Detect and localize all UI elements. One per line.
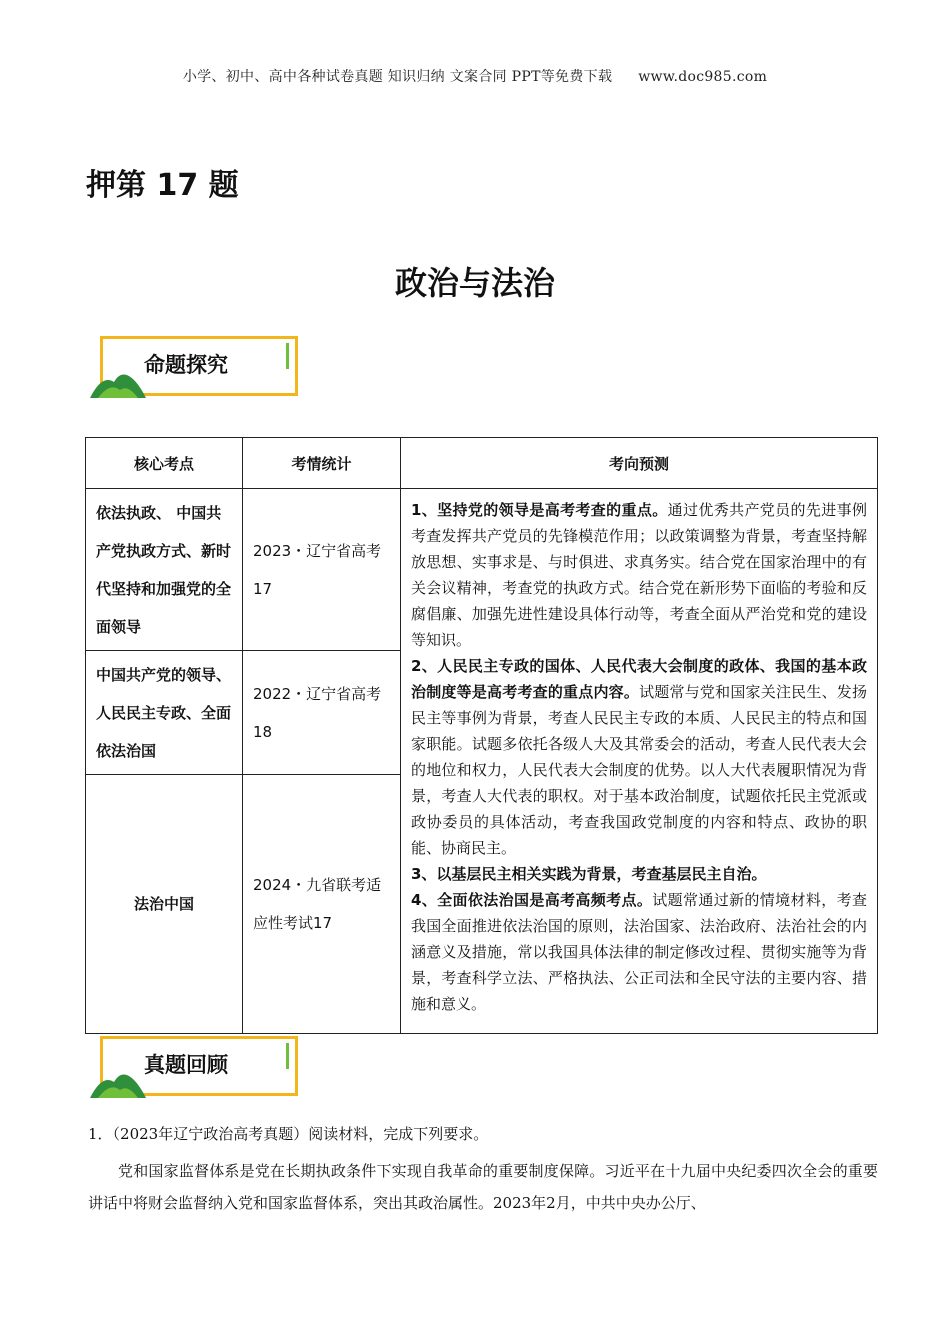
prediction-item: 4、全面依法治国是高考高频考点。试题常通过新的情境材料，考查我国全面推进依法治国的原则，法治国家、法治政府、法治社会的内涵意义及措施，常以我国具体法律的制定修改过程、贯彻实施等为背景，考查科学立法、严格执法、公正司法和全民守法的主要内容、措施和意义。 [411, 891, 867, 1013]
question-stem: 1．（2023年辽宁政治高考真题）阅读材料，完成下列要求。 [88, 1125, 489, 1143]
question-material: 党和国家监督体系是党在长期执政条件下实现自我革命的重要制度保障。习近平在十九届中央纪委四次全会的重要讲话中将财会监督纳入党和国家监督体系，突出其政治属性。2023年2月，中共中央办公厅、 [88, 1162, 878, 1212]
keypoint-cell: 依法执政、 中国共产党执政方式、新时代坚持和加强党的全面领导 [86, 489, 243, 651]
prediction-item: 2、人民民主专政的国体、人民代表大会制度的政体、我国的基本政治制度等是高考考查的重点内容。试题常与党和国家关注民生、发扬民主等事例为背景，考查人民民主专政的本质、人民民主的特点和国家职能。试题多依托各级人大及其常委会的活动，考查人民代表大会的地位和权力，人民代表大会制度的优势。以人大代表履职情况为背景，考查人大代表的职权。对于基本政治制度，试题依托民主党派或政协委员的具体活动，考查我国政党制度的内容和特点、政协的职能、协商民主。 [411, 657, 867, 857]
exam-analysis-table [85, 437, 878, 1034]
prediction-item: 1、坚持党的领导是高考考查的重点。通过优秀共产党员的先进事例考查发挥共产党员的先锋模范作用；以政策调整为背景，考查坚持解放思想、实事求是、与时俱进、求真务实。结合党在国家治理中的有关会议精神，考查党的执政方式。结合党在新形势下面临的考验和反腐倡廉、加强先进性建设具体行动等，考查全面从严治党和党的建设等知识。 [411, 501, 867, 649]
table-header-row [86, 438, 878, 489]
page-title: 政治与法治 [394, 264, 555, 302]
stat-cell: 2023・辽宁省高考17 [243, 489, 401, 651]
column-header: 核心考点 [86, 438, 243, 489]
stat-cell: 2024・九省联考适应性考试17 [243, 775, 401, 1034]
column-header: 考情统计 [243, 438, 401, 489]
stat-cell: 2022・辽宁省高考18 [243, 651, 401, 775]
column-header: 考向预测 [401, 438, 878, 489]
mountain-icon [88, 1064, 148, 1100]
page-header [0, 66, 950, 86]
badge-label: 命题探究 [144, 353, 228, 377]
header-url[interactable]: www.doc985.com [638, 69, 768, 85]
mountain-icon [88, 364, 148, 400]
header-banner: 小学、初中、高中各种试卷真题 知识归纳 文案合同 PPT等免费下载 [182, 69, 613, 85]
section-number: 押第 17 题 [86, 168, 239, 203]
prediction-item: 3、以基层民主相关实践为背景，考查基层民主自治。 [411, 865, 767, 883]
table-row [86, 489, 878, 651]
keypoint-cell: 中国共产党的领导、人民民主专政、全面依法治国 [86, 651, 243, 775]
keypoint-cell: 法治中国 [86, 775, 243, 1034]
review-badge [88, 1036, 300, 1102]
exploration-badge [88, 336, 300, 402]
badge-label: 真题回顾 [144, 1053, 228, 1077]
prediction-cell [401, 489, 878, 1034]
